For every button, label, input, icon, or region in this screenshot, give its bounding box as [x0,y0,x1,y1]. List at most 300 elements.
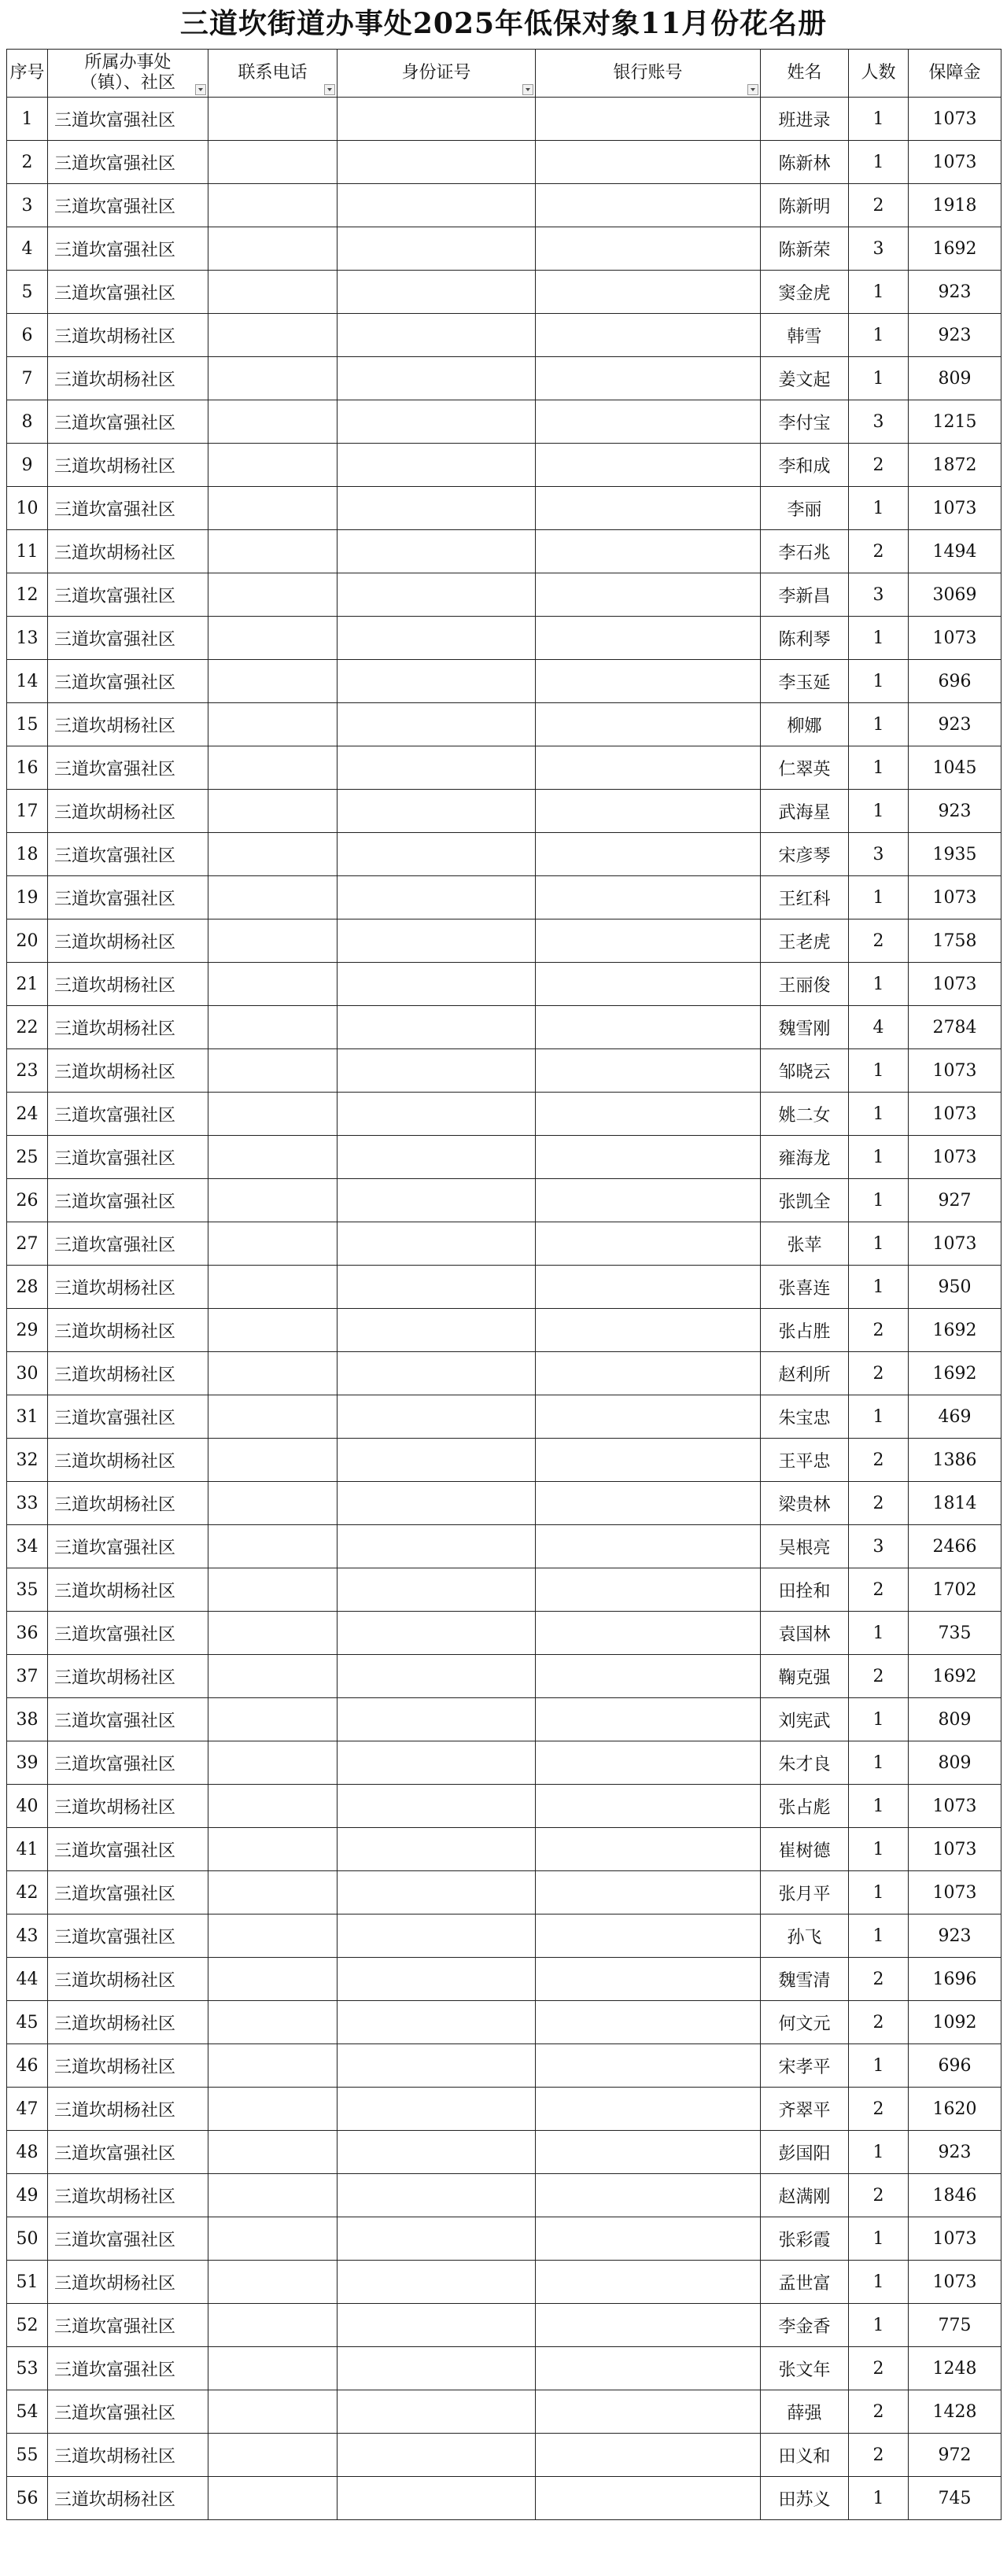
cell-office: 三道坎胡杨社区 [48,2174,208,2217]
cell-phone [208,1568,338,1612]
cell-phone [208,833,338,876]
cell-bank-account [536,963,761,1006]
cell-id-number [338,1698,536,1741]
cell-people: 2 [849,1655,909,1698]
cell-amount: 3069 [909,573,1001,617]
table-row [7,2174,1001,2217]
table-row [7,271,1001,314]
cell-no: 32 [7,1439,48,1482]
cell-people: 1 [849,2131,909,2174]
cell-name: 孙飞 [761,1914,849,1958]
header-no-label: 序号 [9,63,45,83]
cell-amount: 1073 [909,1136,1001,1179]
cell-people: 2 [849,919,909,963]
table-row [7,1049,1001,1093]
roster-body [7,98,1001,2520]
cell-amount: 1696 [909,1958,1001,2001]
cell-amount: 1073 [909,617,1001,660]
cell-amount: 923 [909,703,1001,746]
cell-name: 魏雪刚 [761,1006,849,1049]
cell-no: 52 [7,2304,48,2347]
cell-office: 三道坎胡杨社区 [48,1439,208,1482]
cell-office: 三道坎胡杨社区 [48,357,208,400]
cell-people: 2 [849,1568,909,1612]
cell-name: 张占彪 [761,1785,849,1828]
cell-name: 刘宪武 [761,1698,849,1741]
cell-office: 三道坎胡杨社区 [48,1655,208,1698]
table-row [7,790,1001,833]
cell-office: 三道坎富强社区 [48,184,208,227]
cell-name: 陈新林 [761,141,849,184]
cell-bank-account [536,2131,761,2174]
cell-no: 41 [7,1828,48,1871]
cell-office: 三道坎胡杨社区 [48,1266,208,1309]
header-office-line2: （镇）、社区 [79,73,175,93]
cell-office: 三道坎胡杨社区 [48,2477,208,2520]
table-row [7,2261,1001,2304]
cell-id-number [338,1741,536,1785]
cell-amount: 1073 [909,141,1001,184]
cell-no: 36 [7,1612,48,1655]
cell-name: 仁翠英 [761,746,849,790]
cell-no: 5 [7,271,48,314]
cell-phone [208,314,338,357]
cell-name: 朱宝忠 [761,1395,849,1439]
header-phone-label: 联系电话 [238,63,308,83]
cell-amount: 696 [909,660,1001,703]
cell-amount: 2784 [909,1006,1001,1049]
cell-phone [208,227,338,271]
cell-amount: 1073 [909,1222,1001,1266]
cell-no: 38 [7,1698,48,1741]
table-row [7,1914,1001,1958]
cell-people: 2 [849,2347,909,2390]
cell-office: 三道坎富强社区 [48,98,208,141]
cell-office: 三道坎富强社区 [48,2347,208,2390]
cell-name: 田义和 [761,2434,849,2477]
cell-phone [208,573,338,617]
cell-amount: 469 [909,1395,1001,1439]
cell-no: 18 [7,833,48,876]
cell-phone [208,530,338,573]
cell-office: 三道坎富强社区 [48,271,208,314]
cell-people: 1 [849,487,909,530]
header-amount-label: 保障金 [928,63,981,83]
cell-people: 1 [849,1222,909,1266]
cell-id-number [338,919,536,963]
cell-amount: 1215 [909,400,1001,444]
cell-amount: 1814 [909,1482,1001,1525]
cell-people: 1 [849,1871,909,1914]
cell-amount: 923 [909,271,1001,314]
cell-office: 三道坎富强社区 [48,1741,208,1785]
cell-people: 2 [849,1352,909,1395]
cell-id-number [338,98,536,141]
cell-name: 彭国阳 [761,2131,849,2174]
cell-people: 1 [849,746,909,790]
cell-bank-account [536,573,761,617]
cell-amount: 1073 [909,876,1001,919]
roster-table [6,49,1001,2520]
cell-name: 姜文起 [761,357,849,400]
cell-people: 2 [849,2390,909,2434]
cell-bank-account [536,444,761,487]
cell-id-number [338,1006,536,1049]
cell-people: 1 [849,1049,909,1093]
table-row [7,2088,1001,2131]
cell-bank-account [536,227,761,271]
cell-people: 2 [849,2088,909,2131]
cell-amount: 923 [909,790,1001,833]
cell-office: 三道坎富强社区 [48,1093,208,1136]
cell-office: 三道坎富强社区 [48,2390,208,2434]
cell-people: 2 [849,2174,909,2217]
cell-amount: 923 [909,314,1001,357]
table-row [7,184,1001,227]
cell-amount: 1073 [909,1785,1001,1828]
cell-no: 7 [7,357,48,400]
cell-amount: 809 [909,1698,1001,1741]
cell-amount: 1073 [909,98,1001,141]
cell-id-number [338,746,536,790]
cell-bank-account [536,2088,761,2131]
cell-office: 三道坎胡杨社区 [48,2044,208,2088]
cell-phone [208,2390,338,2434]
cell-people: 1 [849,314,909,357]
cell-id-number [338,314,536,357]
filter-dropdown-icon[interactable] [324,84,335,95]
table-row [7,2001,1001,2044]
cell-phone [208,98,338,141]
cell-phone [208,400,338,444]
cell-id-number [338,573,536,617]
cell-id-number [338,184,536,227]
table-row [7,1136,1001,1179]
cell-no: 40 [7,1785,48,1828]
cell-bank-account [536,2477,761,2520]
cell-bank-account [536,2217,761,2261]
cell-name: 邹晓云 [761,1049,849,1093]
cell-bank-account [536,98,761,141]
cell-phone [208,2434,338,2477]
cell-office: 三道坎富强社区 [48,1222,208,1266]
cell-office: 三道坎富强社区 [48,1828,208,1871]
header-people-label: 人数 [861,63,896,83]
cell-bank-account [536,1395,761,1439]
cell-office: 三道坎富强社区 [48,1871,208,1914]
header-bank-account [536,50,761,98]
cell-no: 10 [7,487,48,530]
cell-phone [208,444,338,487]
cell-name: 李金香 [761,2304,849,2347]
cell-office: 三道坎富强社区 [48,1136,208,1179]
filter-dropdown-icon[interactable] [195,84,206,95]
table-row [7,1741,1001,1785]
table-row [7,1266,1001,1309]
cell-amount: 2466 [909,1525,1001,1568]
cell-people: 1 [849,1612,909,1655]
cell-id-number [338,227,536,271]
cell-bank-account [536,1741,761,1785]
cell-bank-account [536,2174,761,2217]
cell-people: 1 [849,1828,909,1871]
cell-no: 50 [7,2217,48,2261]
cell-name: 武海星 [761,790,849,833]
cell-id-number [338,1309,536,1352]
cell-bank-account [536,1698,761,1741]
cell-name: 柳娜 [761,703,849,746]
table-row [7,1482,1001,1525]
cell-bank-account [536,2261,761,2304]
cell-id-number [338,1612,536,1655]
cell-bank-account [536,1179,761,1222]
cell-no: 26 [7,1179,48,1222]
cell-amount: 1248 [909,2347,1001,2390]
cell-amount: 923 [909,1914,1001,1958]
cell-amount: 1758 [909,919,1001,963]
cell-no: 46 [7,2044,48,2088]
cell-no: 3 [7,184,48,227]
cell-bank-account [536,2390,761,2434]
cell-phone [208,1612,338,1655]
cell-bank-account [536,271,761,314]
table-row [7,1006,1001,1049]
cell-id-number [338,660,536,703]
cell-people: 1 [849,2217,909,2261]
cell-name: 雍海龙 [761,1136,849,1179]
cell-name: 张月平 [761,1871,849,1914]
cell-amount: 1692 [909,1655,1001,1698]
cell-id-number [338,2477,536,2520]
cell-id-number [338,444,536,487]
cell-office: 三道坎胡杨社区 [48,1049,208,1093]
cell-amount: 950 [909,1266,1001,1309]
table-row [7,1828,1001,1871]
cell-name: 何文元 [761,2001,849,2044]
cell-name: 王丽俊 [761,963,849,1006]
cell-office: 三道坎胡杨社区 [48,1482,208,1525]
cell-bank-account [536,2434,761,2477]
cell-people: 1 [849,963,909,1006]
cell-bank-account [536,1006,761,1049]
table-row [7,617,1001,660]
table-row [7,1785,1001,1828]
cell-name: 赵满刚 [761,2174,849,2217]
table-row [7,487,1001,530]
cell-name: 李新昌 [761,573,849,617]
cell-people: 2 [849,184,909,227]
cell-office: 三道坎胡杨社区 [48,530,208,573]
cell-people: 1 [849,703,909,746]
table-row [7,2044,1001,2088]
cell-phone [208,919,338,963]
cell-id-number [338,1222,536,1266]
cell-phone [208,2347,338,2390]
table-row [7,876,1001,919]
cell-phone [208,1395,338,1439]
cell-people: 1 [849,790,909,833]
cell-amount: 1073 [909,487,1001,530]
cell-bank-account [536,833,761,876]
cell-name: 孟世富 [761,2261,849,2304]
cell-id-number [338,400,536,444]
cell-amount: 1692 [909,227,1001,271]
header-bank-account-label: 银行账号 [613,63,683,83]
cell-bank-account [536,2304,761,2347]
cell-id-number [338,1655,536,1698]
cell-people: 3 [849,400,909,444]
cell-people: 1 [849,876,909,919]
cell-name: 班进录 [761,98,849,141]
cell-phone [208,141,338,184]
cell-name: 张彩霞 [761,2217,849,2261]
cell-no: 23 [7,1049,48,1093]
cell-id-number [338,2347,536,2390]
cell-name: 崔树德 [761,1828,849,1871]
cell-no: 55 [7,2434,48,2477]
cell-people: 3 [849,1525,909,1568]
cell-phone [208,617,338,660]
cell-office: 三道坎富强社区 [48,1914,208,1958]
cell-amount: 1918 [909,184,1001,227]
cell-phone [208,1266,338,1309]
cell-no: 17 [7,790,48,833]
header-name-label: 姓名 [787,63,822,83]
cell-id-number [338,1568,536,1612]
cell-no: 25 [7,1136,48,1179]
cell-phone [208,790,338,833]
header-phone [208,50,338,98]
cell-bank-account [536,487,761,530]
cell-people: 2 [849,444,909,487]
cell-people: 1 [849,357,909,400]
cell-no: 35 [7,1568,48,1612]
table-row [7,2390,1001,2434]
cell-amount: 972 [909,2434,1001,2477]
cell-phone [208,487,338,530]
header-row [7,50,1001,98]
table-row [7,1179,1001,1222]
cell-name: 鞠克强 [761,1655,849,1698]
cell-amount: 1073 [909,2261,1001,2304]
cell-bank-account [536,1049,761,1093]
cell-name: 王红科 [761,876,849,919]
cell-id-number [338,1395,536,1439]
table-row [7,1352,1001,1395]
table-row [7,1871,1001,1914]
cell-id-number [338,487,536,530]
cell-no: 56 [7,2477,48,2520]
cell-amount: 923 [909,2131,1001,2174]
cell-amount: 735 [909,1612,1001,1655]
cell-amount: 1092 [909,2001,1001,2044]
filter-dropdown-icon[interactable] [522,84,533,95]
filter-dropdown-icon[interactable] [747,84,758,95]
cell-id-number [338,2434,536,2477]
cell-no: 45 [7,2001,48,2044]
table-row [7,530,1001,573]
cell-people: 1 [849,1179,909,1222]
cell-name: 袁国林 [761,1612,849,1655]
cell-no: 24 [7,1093,48,1136]
cell-no: 20 [7,919,48,963]
cell-amount: 1846 [909,2174,1001,2217]
cell-office: 三道坎富强社区 [48,573,208,617]
cell-name: 魏雪清 [761,1958,849,2001]
cell-no: 30 [7,1352,48,1395]
cell-bank-account [536,1093,761,1136]
cell-name: 张占胜 [761,1309,849,1352]
cell-office: 三道坎富强社区 [48,1525,208,1568]
cell-no: 15 [7,703,48,746]
table-row [7,2304,1001,2347]
cell-id-number [338,1785,536,1828]
cell-bank-account [536,141,761,184]
cell-name: 王老虎 [761,919,849,963]
cell-bank-account [536,660,761,703]
cell-office: 三道坎胡杨社区 [48,790,208,833]
cell-id-number [338,876,536,919]
cell-amount: 1073 [909,1093,1001,1136]
cell-phone [208,1785,338,1828]
cell-office: 三道坎富强社区 [48,833,208,876]
cell-id-number [338,271,536,314]
cell-no: 48 [7,2131,48,2174]
cell-name: 姚二女 [761,1093,849,1136]
cell-office: 三道坎胡杨社区 [48,1785,208,1828]
cell-people: 3 [849,573,909,617]
table-row [7,919,1001,963]
cell-phone [208,2477,338,2520]
header-office [48,50,208,98]
cell-id-number [338,617,536,660]
cell-office: 三道坎富强社区 [48,876,208,919]
cell-id-number [338,1958,536,2001]
header-office-label [80,53,175,94]
cell-name: 李和成 [761,444,849,487]
cell-name: 陈新荣 [761,227,849,271]
cell-phone [208,184,338,227]
cell-phone [208,2261,338,2304]
cell-office: 三道坎富强社区 [48,2304,208,2347]
cell-name: 薛强 [761,2390,849,2434]
cell-name: 韩雪 [761,314,849,357]
table-row [7,1309,1001,1352]
cell-bank-account [536,1612,761,1655]
cell-name: 张苹 [761,1222,849,1266]
cell-phone [208,1698,338,1741]
cell-amount: 1073 [909,2217,1001,2261]
cell-amount: 1692 [909,1309,1001,1352]
cell-phone [208,1525,338,1568]
cell-office: 三道坎富强社区 [48,400,208,444]
cell-phone [208,2001,338,2044]
cell-office: 三道坎富强社区 [48,1395,208,1439]
header-id-number-label: 身份证号 [401,63,471,83]
cell-no: 14 [7,660,48,703]
cell-bank-account [536,876,761,919]
cell-id-number [338,963,536,1006]
cell-no: 39 [7,1741,48,1785]
cell-name: 梁贵林 [761,1482,849,1525]
cell-name: 陈新明 [761,184,849,227]
cell-no: 2 [7,141,48,184]
cell-office: 三道坎胡杨社区 [48,703,208,746]
cell-id-number [338,1352,536,1395]
cell-bank-account [536,530,761,573]
cell-people: 1 [849,660,909,703]
cell-id-number [338,2174,536,2217]
